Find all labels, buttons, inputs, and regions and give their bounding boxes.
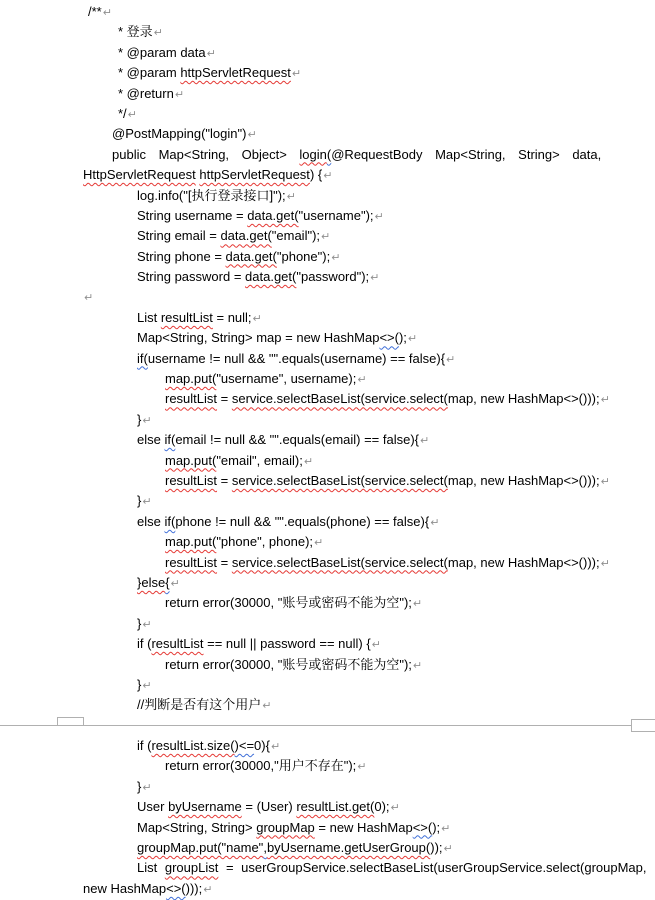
paragraph-mark-icon: ↵ bbox=[127, 108, 137, 121]
code-text: ))); bbox=[185, 880, 203, 896]
code-text: Map<String, String> map = new HashMap bbox=[137, 330, 380, 346]
paragraph-mark-icon: ↵ bbox=[303, 455, 314, 468]
code-text: return error(30000, "账号或密码不能为空"); bbox=[165, 595, 412, 611]
spellcheck-error-text: resultList.get( bbox=[296, 799, 375, 815]
code-line[interactable] bbox=[0, 512, 655, 532]
paragraph-mark-icon: ↵ bbox=[441, 822, 451, 835]
paragraph-mark-icon: ↵ bbox=[370, 272, 380, 285]
paragraph-mark-icon: ↵ bbox=[247, 129, 257, 142]
code-text: Map<String, String> bbox=[137, 819, 257, 835]
spellcheck-error-text: groupMap bbox=[256, 819, 315, 835]
spellcheck-error-text: resultList bbox=[165, 472, 218, 488]
code-line[interactable] bbox=[0, 186, 655, 206]
spellcheck-error-text: map.put( bbox=[165, 534, 217, 550]
spellcheck-error-text: groupMap.put("name" bbox=[137, 840, 264, 856]
code-text: "email"); bbox=[271, 228, 321, 244]
grammar-error-text: if( bbox=[164, 513, 176, 529]
code-text: "password"); bbox=[296, 269, 370, 285]
grammar-error-text: <>( bbox=[412, 819, 433, 835]
code-text: "username"); bbox=[298, 207, 374, 223]
code-text: else bbox=[137, 513, 165, 529]
code-text: User bbox=[137, 799, 169, 815]
code-line[interactable] bbox=[0, 675, 655, 695]
code-text: } bbox=[137, 493, 142, 509]
code-text: return error(30000,"用户不存在"); bbox=[165, 758, 357, 774]
code-text: new HashMap bbox=[83, 880, 167, 896]
code-text: List bbox=[137, 860, 165, 876]
grammar-error-text: ( bbox=[326, 146, 332, 162]
code-text: 0); bbox=[374, 799, 390, 815]
code-text: @RequestBody Map<String, String> data, bbox=[331, 146, 602, 162]
paragraph-mark-icon: ↵ bbox=[262, 700, 272, 713]
paragraph-mark-icon: ↵ bbox=[430, 516, 440, 529]
paragraph-mark-icon: ↵ bbox=[174, 88, 185, 101]
paragraph-mark-icon: ↵ bbox=[142, 781, 152, 794]
code-text: } bbox=[137, 615, 142, 631]
code-text: String password = bbox=[137, 269, 246, 285]
code-line[interactable] bbox=[0, 573, 655, 593]
code-text: } bbox=[137, 411, 142, 427]
paragraph-mark-icon: ↵ bbox=[371, 639, 381, 652]
code-text: )); bbox=[430, 840, 443, 856]
code-text: "phone"); bbox=[276, 248, 331, 264]
code-line[interactable] bbox=[0, 695, 655, 715]
code-line[interactable] bbox=[0, 226, 655, 246]
page-corner-right bbox=[631, 719, 655, 732]
grammar-error-text: { bbox=[165, 574, 170, 590]
code-text: public Map<String, Object> bbox=[112, 146, 300, 162]
code-text: = bbox=[217, 391, 232, 407]
code-line[interactable] bbox=[0, 84, 655, 104]
code-line[interactable] bbox=[0, 349, 655, 369]
paragraph-mark-icon: ↵ bbox=[206, 47, 216, 60]
paragraph-mark-icon: ↵ bbox=[331, 251, 341, 264]
code-text: username != null && "".equals(username) == false){ bbox=[147, 350, 446, 366]
spellcheck-error-text: data.get( bbox=[245, 269, 297, 285]
code-line[interactable] bbox=[0, 777, 655, 797]
code-text: "username", username); bbox=[216, 371, 357, 387]
code-line[interactable] bbox=[0, 797, 655, 817]
paragraph-mark-icon: ↵ bbox=[390, 802, 400, 815]
code-text: } bbox=[137, 778, 142, 794]
spellcheck-error-text: service.selectBaseList(service.select( bbox=[231, 391, 448, 407]
code-line[interactable] bbox=[0, 451, 655, 471]
code-text: } bbox=[137, 676, 142, 692]
spellcheck-error-text: byUsername bbox=[168, 799, 242, 815]
code-text: = bbox=[217, 472, 232, 488]
spellcheck-error-text: data.get( bbox=[220, 228, 272, 244]
code-line[interactable] bbox=[0, 756, 655, 776]
spellcheck-error-text: resultList bbox=[165, 554, 218, 570]
code-line[interactable] bbox=[0, 145, 655, 165]
code-line[interactable] bbox=[0, 287, 655, 307]
code-line[interactable] bbox=[0, 655, 655, 675]
page-boundary bbox=[0, 716, 655, 736]
page-corner-left bbox=[57, 717, 84, 726]
paragraph-mark-icon: ↵ bbox=[203, 883, 213, 896]
spellcheck-error-text: httpServletRequest bbox=[180, 65, 291, 81]
spellcheck-error-text: httpServletRequest bbox=[199, 167, 310, 183]
paragraph-mark-icon: ↵ bbox=[270, 741, 281, 754]
paragraph-mark-icon: ↵ bbox=[412, 598, 423, 611]
spellcheck-error-text: data.get( bbox=[225, 248, 277, 264]
code-line[interactable] bbox=[0, 879, 655, 899]
code-line[interactable] bbox=[0, 267, 655, 287]
code-text: //判断是否有这个用户 bbox=[137, 697, 262, 713]
code-line[interactable] bbox=[0, 614, 655, 634]
page-edge-line bbox=[0, 725, 655, 726]
code-line[interactable] bbox=[0, 308, 655, 328]
code-text: String phone = bbox=[137, 248, 226, 264]
paragraph-mark-icon: ↵ bbox=[153, 27, 163, 40]
spellcheck-error-text: groupList bbox=[164, 860, 219, 876]
paragraph-mark-icon: ↵ bbox=[170, 577, 180, 590]
spellcheck-error-text: service.selectBaseList(service.select( bbox=[231, 472, 448, 488]
code-line[interactable] bbox=[0, 43, 655, 63]
paragraph-mark-icon: ↵ bbox=[420, 435, 430, 448]
code-text: 0){ bbox=[254, 738, 270, 754]
spellcheck-error-text: map.put( bbox=[165, 452, 217, 468]
code-line[interactable] bbox=[0, 410, 655, 430]
paragraph-mark-icon: ↵ bbox=[102, 7, 112, 19]
paragraph-mark-icon: ↵ bbox=[446, 353, 456, 366]
spellcheck-error-text: HttpServletRequest bbox=[83, 167, 196, 183]
code-line[interactable] bbox=[0, 858, 655, 878]
paragraph-mark-icon: ↵ bbox=[142, 414, 152, 427]
code-line[interactable] bbox=[0, 63, 655, 83]
spellcheck-error-text: resultList bbox=[151, 636, 204, 652]
code-text: */ bbox=[118, 105, 127, 121]
paragraph-mark-icon: ↵ bbox=[357, 374, 367, 387]
spellcheck-error-text: service.selectBaseList(service.select( bbox=[231, 554, 448, 570]
code-text: String username = bbox=[137, 207, 248, 223]
code-text: String email = bbox=[137, 228, 221, 244]
paragraph-mark-icon: ↵ bbox=[443, 843, 453, 856]
code-line[interactable] bbox=[0, 593, 655, 613]
code-text: email != null && "".equals(email) == false){ bbox=[175, 432, 420, 448]
spellcheck-error-text: resultList bbox=[165, 391, 218, 407]
code-text: phone != null && "".equals(phone) == false){ bbox=[175, 513, 430, 529]
code-text: map, new HashMap<>())); bbox=[447, 554, 600, 570]
grammar-error-text: , bbox=[263, 840, 267, 856]
code-text: List bbox=[137, 309, 161, 325]
spellcheck-error-text: byUsername.getUserGroup( bbox=[266, 840, 431, 856]
paragraph-mark-icon: ↵ bbox=[323, 170, 333, 183]
code-text: return error(30000, "账号或密码不能为空"); bbox=[165, 656, 412, 672]
code-text: @PostMapping("login") bbox=[112, 126, 247, 142]
paragraph-mark-icon: ↵ bbox=[407, 333, 418, 346]
paragraph-mark-icon: ↵ bbox=[314, 537, 324, 550]
code-text: map, new HashMap<>())); bbox=[447, 391, 600, 407]
paragraph-mark-icon: ↵ bbox=[252, 312, 262, 325]
code-text: log.info("[执行登录接口]"); bbox=[137, 187, 286, 203]
spellcheck-error-text: }else bbox=[137, 574, 166, 590]
grammar-error-text: if( bbox=[164, 432, 176, 448]
code-line[interactable] bbox=[0, 247, 655, 267]
code-line[interactable] bbox=[0, 165, 655, 185]
code-line[interactable] bbox=[0, 124, 655, 144]
code-text: * 登录 bbox=[118, 24, 153, 40]
paragraph-mark-icon: ↵ bbox=[412, 659, 423, 672]
spellcheck-error-text: data.get( bbox=[247, 207, 299, 223]
code-text: "phone", phone); bbox=[216, 534, 314, 550]
paragraph-mark-icon: ↵ bbox=[286, 190, 296, 203]
paragraph-mark-icon: ↵ bbox=[142, 618, 152, 631]
code-line[interactable] bbox=[0, 430, 655, 450]
code-text: = (User) bbox=[241, 799, 297, 815]
code-line[interactable] bbox=[0, 491, 655, 511]
code-line[interactable] bbox=[0, 532, 655, 552]
code-text: ); bbox=[432, 819, 441, 835]
code-text: = bbox=[217, 554, 232, 570]
code-line[interactable] bbox=[0, 2, 655, 22]
code-line[interactable] bbox=[0, 818, 655, 838]
paragraph-mark-icon: ↵ bbox=[600, 557, 610, 570]
code-line[interactable] bbox=[0, 471, 655, 491]
code-text: == null || password == null) { bbox=[203, 636, 371, 652]
grammar-error-text: <>( bbox=[379, 330, 399, 346]
code-text: map, new HashMap<>())); bbox=[447, 472, 600, 488]
code-text: = new HashMap bbox=[314, 819, 413, 835]
code-text: if ( bbox=[137, 738, 152, 754]
code-text: * @param bbox=[118, 65, 181, 81]
code-text: else bbox=[137, 432, 165, 448]
code-line[interactable] bbox=[0, 634, 655, 654]
code-text: * @param data bbox=[118, 44, 206, 60]
code-text: ) { bbox=[309, 167, 323, 183]
paragraph-mark-icon: ↵ bbox=[142, 496, 152, 509]
code-text: if ( bbox=[137, 636, 152, 652]
grammar-error-text: if( bbox=[137, 350, 148, 366]
code-line[interactable] bbox=[0, 104, 655, 124]
paragraph-mark-icon: ↵ bbox=[600, 394, 610, 407]
spellcheck-error-text: login bbox=[299, 146, 327, 162]
paragraph-mark-icon: ↵ bbox=[321, 231, 331, 244]
code-text: "email", email); bbox=[216, 452, 303, 468]
spellcheck-error-text: resultList.size( bbox=[151, 738, 235, 754]
paragraph-mark-icon: ↵ bbox=[84, 292, 94, 305]
code-line[interactable] bbox=[0, 736, 655, 756]
grammar-error-text: <>( bbox=[166, 880, 186, 896]
code-line[interactable] bbox=[0, 389, 655, 409]
paragraph-mark-icon: ↵ bbox=[600, 475, 610, 488]
code-text: * @return bbox=[118, 85, 174, 101]
paragraph-mark-icon: ↵ bbox=[357, 761, 367, 774]
spellcheck-error-text: map.put( bbox=[165, 371, 217, 387]
paragraph-mark-icon: ↵ bbox=[142, 679, 152, 692]
spellcheck-error-text: resultList bbox=[160, 309, 213, 325]
paragraph-mark-icon: ↵ bbox=[291, 68, 302, 81]
code-line[interactable] bbox=[0, 553, 655, 573]
code-text: /** bbox=[88, 4, 102, 19]
grammar-error-text: )<= bbox=[234, 738, 255, 754]
code-line[interactable] bbox=[0, 328, 655, 348]
code-text: = userGroupService.selectBaseList(userGroupService.select(groupMap, bbox=[218, 860, 647, 876]
code-line[interactable] bbox=[0, 838, 655, 858]
code-line[interactable] bbox=[0, 206, 655, 226]
code-text: = null; bbox=[212, 309, 252, 325]
code-line[interactable] bbox=[0, 22, 655, 42]
code-line[interactable] bbox=[0, 369, 655, 389]
code-text: ); bbox=[398, 330, 407, 346]
paragraph-mark-icon: ↵ bbox=[374, 210, 384, 223]
